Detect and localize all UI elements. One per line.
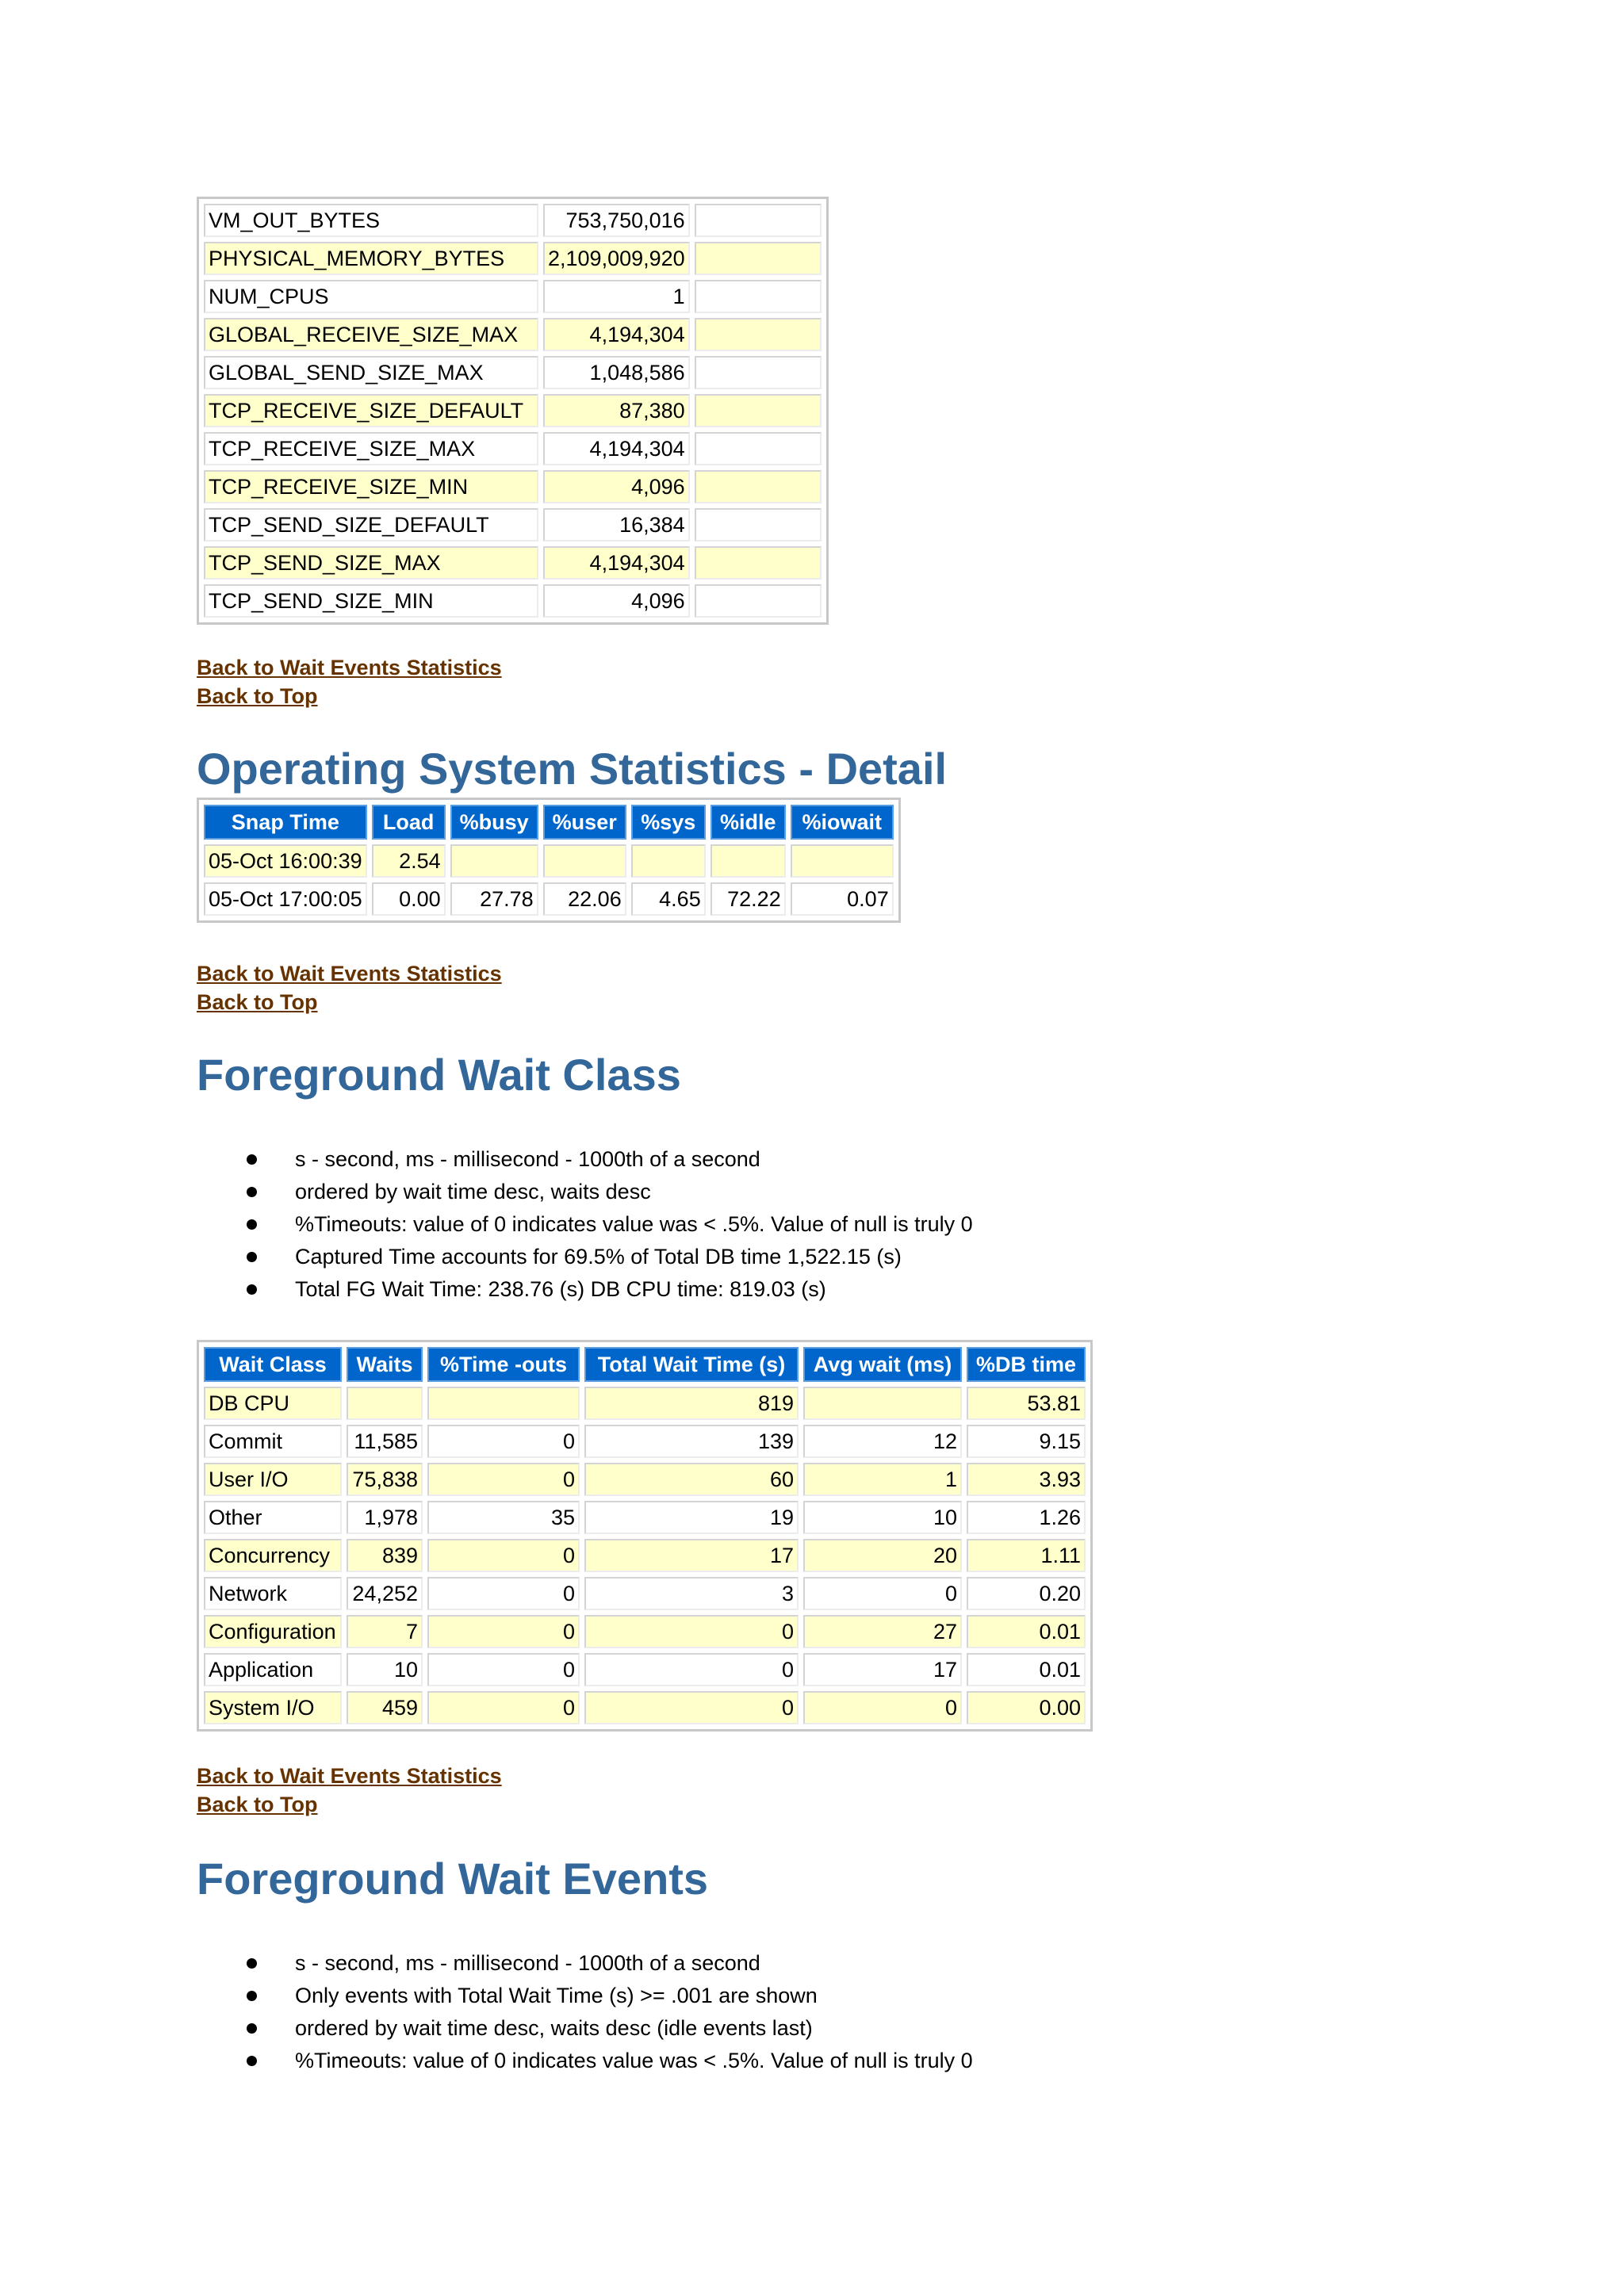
note-text: Total FG Wait Time: 238.76 (s) DB CPU time: 819.03 (s) [295,1277,826,1301]
column-header: Avg wait (ms) [803,1347,962,1382]
table-cell: Application [204,1653,342,1686]
table-row [204,508,822,541]
bullet-icon [247,1958,257,1969]
table-row [204,1539,1086,1572]
table-cell: 27 [803,1615,962,1648]
fg-wait-class-table-wrap [197,1340,1093,1732]
stat-value-cell: 4,096 [543,470,690,503]
stat-name-cell: GLOBAL_RECEIVE_SIZE_MAX [204,318,538,351]
stat-name-cell: VM_OUT_BYTES [204,204,538,237]
table-cell: 139 [584,1425,799,1458]
stat-value-cell: 1 [543,280,690,313]
table-cell: 839 [347,1539,423,1572]
table-cell: 0 [584,1691,799,1724]
table-cell: 0 [427,1691,580,1724]
table-cell [450,844,538,878]
table-row [204,546,822,580]
note-text: Only events with Total Wait Time (s) >= .001 are shown [295,1984,818,2007]
table-cell [347,1387,423,1420]
stat-value-cell: 4,194,304 [543,318,690,351]
back-to-wait-events-link[interactable]: Back to Wait Events Statistics [197,962,502,985]
stat-name-cell: TCP_RECEIVE_SIZE_DEFAULT [204,394,538,427]
table-row [204,394,822,427]
stat-value-cell: 87,380 [543,394,690,427]
table-cell: 10 [803,1501,962,1534]
links-block-3 [197,1762,502,1819]
table-cell: Other [204,1501,342,1534]
table-cell: 60 [584,1463,799,1496]
table-cell: 72.22 [710,882,786,916]
list-item [197,1980,973,2012]
table-cell: 0 [427,1463,580,1496]
table-cell: 0 [427,1539,580,1572]
table-cell: Configuration [204,1615,342,1648]
table-cell: System I/O [204,1691,342,1724]
stat-extra-cell [695,584,822,618]
note-text: s - second, ms - millisecond - 1000th of a second [295,1951,760,1975]
stat-name-cell: GLOBAL_SEND_SIZE_MAX [204,356,538,389]
table-cell: 3 [584,1577,799,1610]
column-header: %user [543,805,626,840]
column-header: %Time -outs [427,1347,580,1382]
os-detail-heading: Operating System Statistics - Detail [197,744,948,794]
table-cell [427,1387,580,1420]
links-block-2 [197,959,502,1016]
column-header: %iowait [791,805,894,840]
back-to-wait-events-link[interactable]: Back to Wait Events Statistics [197,1764,502,1788]
table-row [204,1615,1086,1648]
table-row [204,1425,1086,1458]
bullet-icon [247,1219,257,1230]
table-cell: 27.78 [450,882,538,916]
bullet-icon [247,1187,257,1197]
list-item [197,2012,973,2045]
stat-extra-cell [695,432,822,465]
table-cell: 1.26 [967,1501,1086,1534]
os-detail-section [197,744,947,923]
list-item [197,1273,973,1306]
table-cell: 0.01 [967,1653,1086,1686]
column-header: Load [372,805,446,840]
table-cell: 12 [803,1425,962,1458]
stat-extra-cell [695,546,822,580]
table-row [204,318,822,351]
table-cell: Concurrency [204,1539,342,1572]
stat-value-cell: 2,109,009,920 [543,242,690,275]
table-row [204,1577,1086,1610]
note-text: %Timeouts: value of 0 indicates value was < .5%. Value of null is truly 0 [295,1212,973,1236]
stat-extra-cell [695,204,822,237]
table-row [204,844,894,878]
table-cell: 0 [803,1691,962,1724]
table-cell: 05-Oct 17:00:05 [204,882,367,916]
column-header: %sys [631,805,706,840]
table-cell: 0 [803,1577,962,1610]
note-text: ordered by wait time desc, waits desc (idle events last) [295,2016,813,2040]
os-detail-table [197,798,901,923]
stat-value-cell: 1,048,586 [543,356,690,389]
list-item [197,1241,973,1273]
list-item [197,1143,973,1176]
fg-wait-class-notes [197,1143,973,1306]
fg-wait-class-section [197,1050,681,1100]
stat-extra-cell [695,318,822,351]
table-cell: 0.20 [967,1577,1086,1610]
list-item [197,1176,973,1208]
stat-name-cell: TCP_SEND_SIZE_MAX [204,546,538,580]
table-cell: 0.01 [967,1615,1086,1648]
column-header: %busy [450,805,538,840]
stat-name-cell: TCP_SEND_SIZE_MIN [204,584,538,618]
bullet-icon [247,1154,257,1165]
table-cell: 3.93 [967,1463,1086,1496]
table-cell: User I/O [204,1463,342,1496]
stat-extra-cell [695,470,822,503]
note-text: Captured Time accounts for 69.5% of Total DB time 1,522.15 (s) [295,1245,902,1269]
stat-value-cell: 16,384 [543,508,690,541]
stat-extra-cell [695,508,822,541]
list-item [197,1947,973,1980]
table-cell: 17 [584,1539,799,1572]
table-row [204,242,822,275]
bullet-icon [247,2056,257,2066]
fg-wait-class-notes-wrap [197,1143,973,1306]
table-cell: 0 [427,1577,580,1610]
table-cell: 19 [584,1501,799,1534]
stat-value-cell: 4,194,304 [543,432,690,465]
table-row [204,1653,1086,1686]
links-block-1 [197,653,502,710]
table-cell: 10 [347,1653,423,1686]
table-cell [791,844,894,878]
table-cell: 24,252 [347,1577,423,1610]
column-header: %idle [710,805,786,840]
table-cell: 1.11 [967,1539,1086,1572]
list-item [197,2045,973,2077]
table-row [204,356,822,389]
table-cell: 17 [803,1653,962,1686]
table-cell: 1,978 [347,1501,423,1534]
stat-value-cell: 753,750,016 [543,204,690,237]
back-to-top-link[interactable]: Back to Top [197,990,318,1014]
table-row [204,1387,1086,1420]
table-cell [803,1387,962,1420]
stat-name-cell: TCP_RECEIVE_SIZE_MAX [204,432,538,465]
table-cell: 0 [427,1615,580,1648]
table-cell: 0.00 [967,1691,1086,1724]
table-cell [543,844,626,878]
note-text: %Timeouts: value of 0 indicates value was < .5%. Value of null is truly 0 [295,2049,973,2072]
bullet-icon [247,1991,257,2001]
fg-wait-events-notes-wrap [197,1947,973,2077]
stat-value-cell: 4,096 [543,584,690,618]
bullet-icon [247,1284,257,1295]
table-row [204,280,822,313]
table-cell [631,844,706,878]
table-cell: 0 [427,1653,580,1686]
table-row [204,470,822,503]
table-row [204,1463,1086,1496]
stat-name-cell: PHYSICAL_MEMORY_BYTES [204,242,538,275]
table-cell: 4.65 [631,882,706,916]
back-to-top-link[interactable]: Back to Top [197,1793,318,1816]
note-text: s - second, ms - millisecond - 1000th of a second [295,1147,760,1171]
table-cell: 20 [803,1539,962,1572]
bullet-icon [247,1252,257,1262]
table-cell: 0 [584,1615,799,1648]
table-cell: Network [204,1577,342,1610]
stat-extra-cell [695,394,822,427]
stat-name-cell: TCP_SEND_SIZE_DEFAULT [204,508,538,541]
table-cell: 05-Oct 16:00:39 [204,844,367,878]
table-row [204,432,822,465]
table-cell: 7 [347,1615,423,1648]
table-cell: DB CPU [204,1387,342,1420]
fg-wait-events-section [197,1854,708,1904]
fg-wait-events-heading: Foreground Wait Events [197,1854,709,1904]
bullet-icon [247,2023,257,2034]
table-cell: 819 [584,1387,799,1420]
table-cell: Commit [204,1425,342,1458]
back-to-top-link[interactable]: Back to Top [197,684,318,708]
table-cell: 1 [803,1463,962,1496]
table-cell: 0 [584,1653,799,1686]
table-cell: 459 [347,1691,423,1724]
column-header: Wait Class [204,1347,342,1382]
table-row [204,204,822,237]
note-text: ordered by wait time desc, waits desc [295,1180,651,1203]
table-cell: 0.07 [791,882,894,916]
table-cell: 53.81 [967,1387,1086,1420]
table-cell: 9.15 [967,1425,1086,1458]
fg-wait-events-notes [197,1947,973,2077]
column-header: Total Wait Time (s) [584,1347,799,1382]
column-header: Waits [347,1347,423,1382]
column-header: %DB time [967,1347,1086,1382]
stat-extra-cell [695,280,822,313]
os-statistics-table [197,197,829,625]
table-cell: 11,585 [347,1425,423,1458]
stat-extra-cell [695,242,822,275]
stat-value-cell: 4,194,304 [543,546,690,580]
stat-name-cell: NUM_CPUS [204,280,538,313]
fg-wait-class-heading: Foreground Wait Class [197,1050,681,1100]
table-cell: 0 [427,1425,580,1458]
table-row [204,1501,1086,1534]
table-cell: 2.54 [372,844,446,878]
fg-wait-class-table [197,1340,1093,1732]
table-cell [710,844,786,878]
list-item [197,1208,973,1241]
table-cell: 35 [427,1501,580,1534]
stat-extra-cell [695,356,822,389]
table-row [204,1691,1086,1724]
table-cell: 22.06 [543,882,626,916]
column-header: Snap Time [204,805,367,840]
table-row [204,882,894,916]
os-statistics-section [197,197,829,625]
back-to-wait-events-link[interactable]: Back to Wait Events Statistics [197,656,502,679]
table-cell: 75,838 [347,1463,423,1496]
stat-name-cell: TCP_RECEIVE_SIZE_MIN [204,470,538,503]
table-cell: 0.00 [372,882,446,916]
table-row [204,584,822,618]
